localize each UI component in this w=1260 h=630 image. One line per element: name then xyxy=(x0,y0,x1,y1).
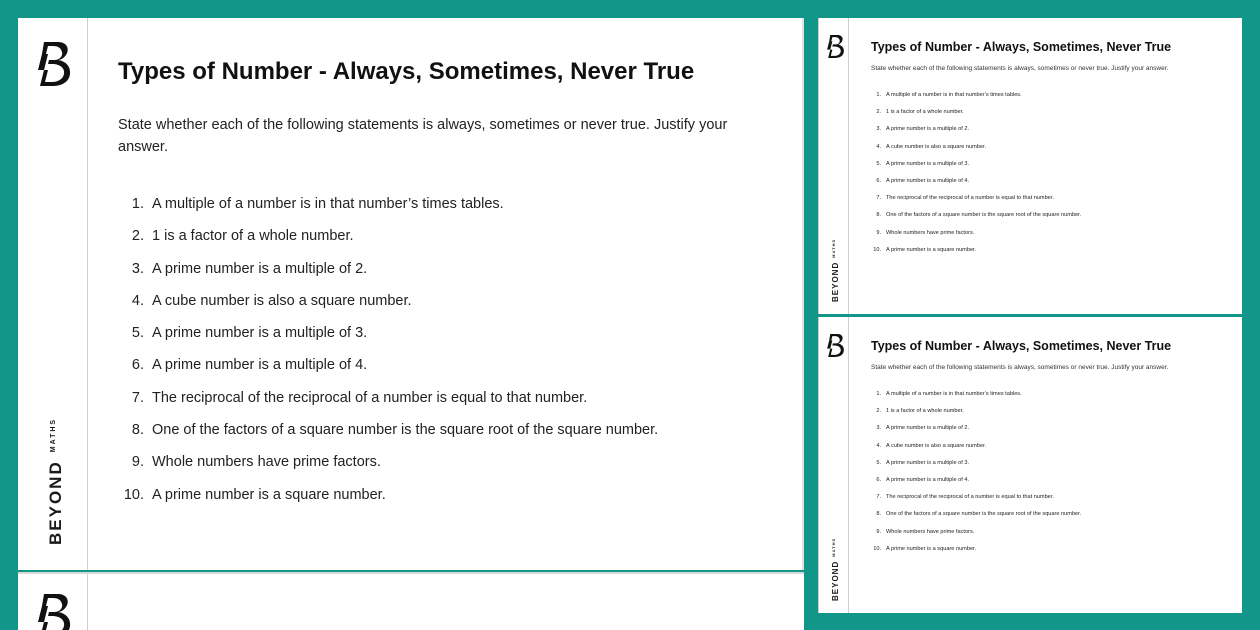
statement-number: 4. xyxy=(131,292,144,309)
statement-item xyxy=(118,479,778,511)
statement-item xyxy=(871,139,1226,156)
statement-text: A cube number is also a square number. xyxy=(886,442,987,449)
statement-text: A prime number is a multiple of 2. xyxy=(152,260,368,277)
statement-text: The reciprocal of the reciprocal of a number is equal to that number. xyxy=(152,389,588,406)
statement-item xyxy=(118,285,778,317)
statement-item xyxy=(871,524,1226,541)
brand-wordmark xyxy=(46,418,66,545)
statement-item xyxy=(871,541,1226,558)
statement-text: A prime number is a multiple of 4. xyxy=(886,178,970,185)
statement-text: Whole numbers have prime factors. xyxy=(886,528,975,535)
statement-item xyxy=(871,104,1226,121)
statement-text: A cube number is also a square number. xyxy=(152,292,412,309)
statement-number: 2. xyxy=(131,228,144,245)
worksheet-intro: State whether each of the following statements is always, sometimes or never true. Justify your answer. xyxy=(118,117,728,155)
worksheet-large xyxy=(18,18,804,570)
statement-text: 1 is a factor of a whole number. xyxy=(886,408,964,415)
statement-number: 8. xyxy=(876,212,881,219)
worksheet-content xyxy=(871,339,1226,558)
statement-item xyxy=(871,438,1226,455)
statement-item xyxy=(871,489,1226,506)
statement-item xyxy=(118,317,778,349)
statement-number: 3. xyxy=(876,126,881,133)
worksheet-title: Types of Number - Always, Sometimes, Never True xyxy=(871,339,1172,353)
worksheet-content xyxy=(871,40,1226,259)
statement-text: One of the factors of a square number is the square root of the square number. xyxy=(886,511,1082,518)
statement-text: Whole numbers have prime factors. xyxy=(886,229,975,236)
brand-subname: MATHS xyxy=(50,417,57,453)
statement-number: 10. xyxy=(873,545,881,552)
statement-text: A cube number is also a square number. xyxy=(886,143,987,150)
statement-item xyxy=(118,414,778,446)
beyond-logo-icon xyxy=(827,34,845,58)
statement-item xyxy=(871,190,1226,207)
statement-number: 8. xyxy=(876,511,881,518)
statement-text: 1 is a factor of a whole number. xyxy=(886,109,964,116)
statement-text: The reciprocal of the reciprocal of a number is equal to that number. xyxy=(886,195,1054,202)
statement-item xyxy=(118,349,778,381)
statement-number: 5. xyxy=(876,459,881,466)
brand-name: BEYOND xyxy=(831,261,840,302)
statement-number: 1. xyxy=(131,196,144,212)
statement-number: 6. xyxy=(876,178,881,185)
worksheet-intro: State whether each of the following statements is always, sometimes or never true. Justify your answer. xyxy=(871,364,1169,371)
worksheet-large-next xyxy=(18,572,804,630)
brand-wordmark xyxy=(831,239,840,302)
statement-item xyxy=(118,382,778,414)
statement-number: 1. xyxy=(876,92,881,98)
statement-text: A prime number is a multiple of 4. xyxy=(152,357,368,374)
statement-item xyxy=(871,225,1226,242)
statement-number: 9. xyxy=(876,229,881,236)
brand-name: BEYOND xyxy=(46,460,65,545)
statement-number: 7. xyxy=(131,389,144,406)
worksheet-title: Types of Number - Always, Sometimes, Never True xyxy=(871,40,1172,54)
statement-text: A prime number is a multiple of 3. xyxy=(152,325,368,342)
statement-item xyxy=(871,403,1226,420)
statement-text: A prime number is a multiple of 4. xyxy=(886,477,970,484)
worksheet-content xyxy=(118,58,778,511)
worksheet-small-top xyxy=(818,18,1242,314)
statement-text: A prime number is a multiple of 3. xyxy=(886,459,970,466)
statement-number: 6. xyxy=(876,477,881,484)
statement-item xyxy=(871,472,1226,489)
statement-text: One of the factors of a square number is the square root of the square number. xyxy=(152,422,659,439)
brand-subname: MATHS xyxy=(831,537,836,557)
statement-number: 2. xyxy=(876,109,881,116)
statement-item xyxy=(871,420,1226,437)
statement-number: 10. xyxy=(123,486,144,503)
statement-text: A prime number is a square number. xyxy=(886,246,977,253)
statement-number: 9. xyxy=(876,528,881,535)
statement-text: A prime number is a multiple of 2. xyxy=(886,126,970,133)
statement-number: 5. xyxy=(131,325,144,342)
beyond-logo-icon xyxy=(827,333,845,357)
statement-text: A prime number is a multiple of 2. xyxy=(886,425,970,432)
statement-item xyxy=(871,455,1226,472)
statement-item xyxy=(118,446,778,478)
statement-item xyxy=(871,207,1226,224)
statement-text: One of the factors of a square number is the square root of the square number. xyxy=(886,212,1082,219)
statement-number: 5. xyxy=(876,160,881,167)
statement-item xyxy=(871,386,1226,403)
statement-item xyxy=(871,242,1226,259)
statement-text: A prime number is a multiple of 3. xyxy=(886,160,970,167)
statement-text: A prime number is a square number. xyxy=(886,545,977,552)
statement-number: 6. xyxy=(131,357,144,374)
statement-text: The reciprocal of the reciprocal of a number is equal to that number. xyxy=(886,494,1054,501)
beyond-logo-icon xyxy=(38,592,72,630)
statement-text: 1 is a factor of a whole number. xyxy=(152,228,354,245)
statement-item xyxy=(871,87,1226,104)
statement-item xyxy=(871,121,1226,138)
beyond-logo-icon xyxy=(38,40,72,86)
statement-number: 4. xyxy=(876,442,881,449)
statement-number: 8. xyxy=(131,422,144,439)
statement-number: 4. xyxy=(876,143,881,150)
statement-list xyxy=(118,188,778,511)
statement-number: 1. xyxy=(876,391,881,397)
statement-number: 7. xyxy=(876,494,881,501)
statement-item xyxy=(118,253,778,285)
statement-number: 2. xyxy=(876,408,881,415)
statement-text: A multiple of a number is in that number’s times tables. xyxy=(886,391,1022,397)
statement-number: 3. xyxy=(876,425,881,432)
statement-text: Whole numbers have prime factors. xyxy=(152,454,381,471)
statement-text: A multiple of a number is in that number’s times tables. xyxy=(152,196,504,212)
statement-number: 9. xyxy=(131,454,144,471)
statement-item xyxy=(871,156,1226,173)
statement-item xyxy=(871,506,1226,523)
statement-number: 10. xyxy=(873,246,881,253)
brand-subname: MATHS xyxy=(831,238,836,258)
worksheet-intro: State whether each of the following statements is always, sometimes or never true. Justify your answer. xyxy=(871,65,1169,72)
statement-number: 7. xyxy=(876,195,881,202)
statement-item xyxy=(118,188,778,220)
statement-list xyxy=(871,386,1226,558)
worksheet-title: Types of Number - Always, Sometimes, Never True xyxy=(118,58,695,85)
brand-name: BEYOND xyxy=(831,560,840,601)
statement-text: A multiple of a number is in that number’s times tables. xyxy=(886,92,1022,98)
statement-list xyxy=(871,87,1226,259)
statement-item xyxy=(118,220,778,252)
statement-item xyxy=(871,173,1226,190)
statement-number: 3. xyxy=(131,260,144,277)
statement-text: A prime number is a square number. xyxy=(152,486,386,503)
worksheet-small-bottom xyxy=(818,317,1242,613)
brand-wordmark xyxy=(831,538,840,601)
